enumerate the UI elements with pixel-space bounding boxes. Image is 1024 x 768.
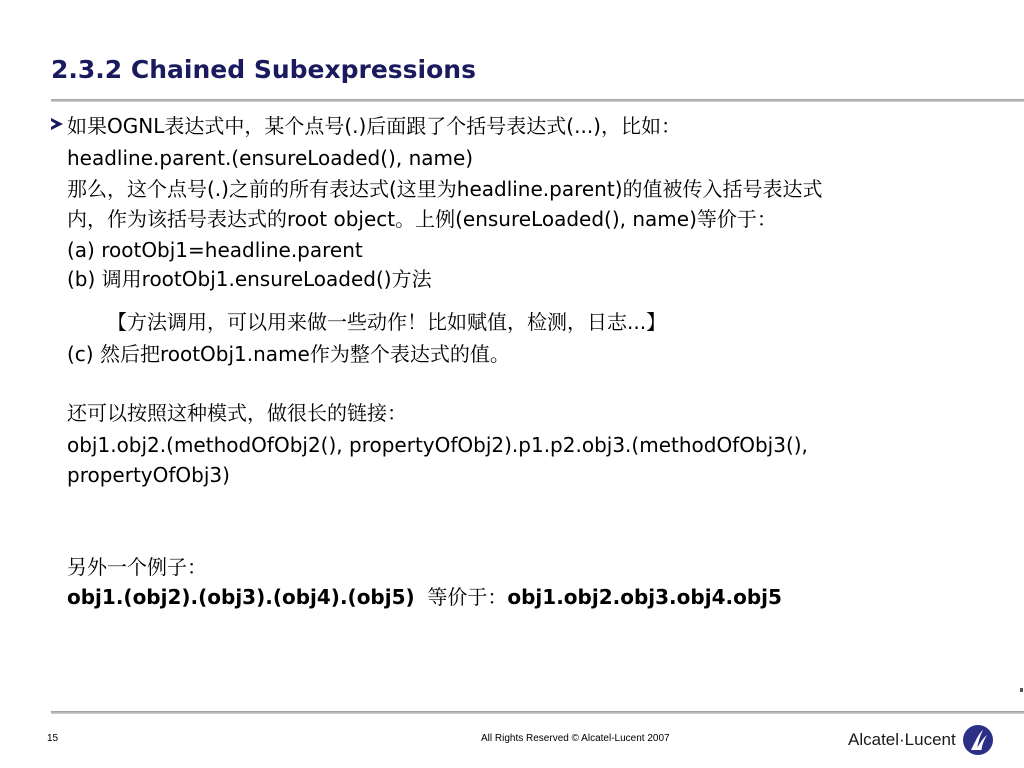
- method-call-note: 【方法调用，可以用来做一些动作！比如赋值，检测，日志...】: [107, 310, 667, 334]
- long-chain-line-1: obj1.obj2.(methodOfObj2(), propertyOfObj2).p1.p2.obj3.(methodOfObj3(),: [67, 433, 808, 457]
- edge-mark: [1020, 688, 1023, 692]
- footer-divider: [51, 711, 1024, 714]
- example-equivalent-label: 等价于：: [414, 585, 508, 609]
- bullet-intro-line: 如果OGNL表达式中，某个点号(.)后面跟了个括号表达式(...)，比如：: [67, 114, 681, 138]
- step-c-line: (c) 然后把rootObj1.name作为整个表达式的值。: [67, 342, 510, 366]
- long-chain-line-2: propertyOfObj3): [67, 463, 230, 487]
- example-expression-left: obj1.(obj2).(obj3).(obj4).(obj5): [67, 585, 415, 609]
- alcatel-lucent-mark-icon: [962, 724, 994, 756]
- another-example-line: [67, 583, 782, 611]
- step-b-line: (b) 调用rootObj1.ensureLoaded()方法: [67, 267, 432, 291]
- explanation-line-1: 那么，这个点号(.)之前的所有表达式(这里为headline.parent)的值被传入括号表达式: [67, 177, 823, 201]
- page-number: 15: [47, 733, 59, 744]
- slide-title: 2.3.2 Chained Subexpressions: [51, 55, 476, 84]
- another-example-intro: 另外一个例子：: [67, 555, 207, 579]
- long-chain-intro: 还可以按照这种模式，做很长的链接：: [67, 401, 407, 425]
- example-expression-right: obj1.obj2.obj3.obj4.obj5: [507, 585, 782, 609]
- example-expression-line: headline.parent.(ensureLoaded(), name): [67, 146, 474, 170]
- logo-wordmark: Alcatel·Lucent: [848, 730, 956, 749]
- explanation-line-2: 内，作为该括号表达式的root object。上例(ensureLoaded(), name)等价于：: [67, 207, 777, 231]
- bullet-arrow-icon: [51, 118, 63, 130]
- step-a-line: (a) rootObj1=headline.parent: [67, 238, 363, 262]
- company-logo: [848, 722, 994, 758]
- copyright-notice: All Rights Reserved © Alcatel-Lucent 2007: [481, 733, 670, 744]
